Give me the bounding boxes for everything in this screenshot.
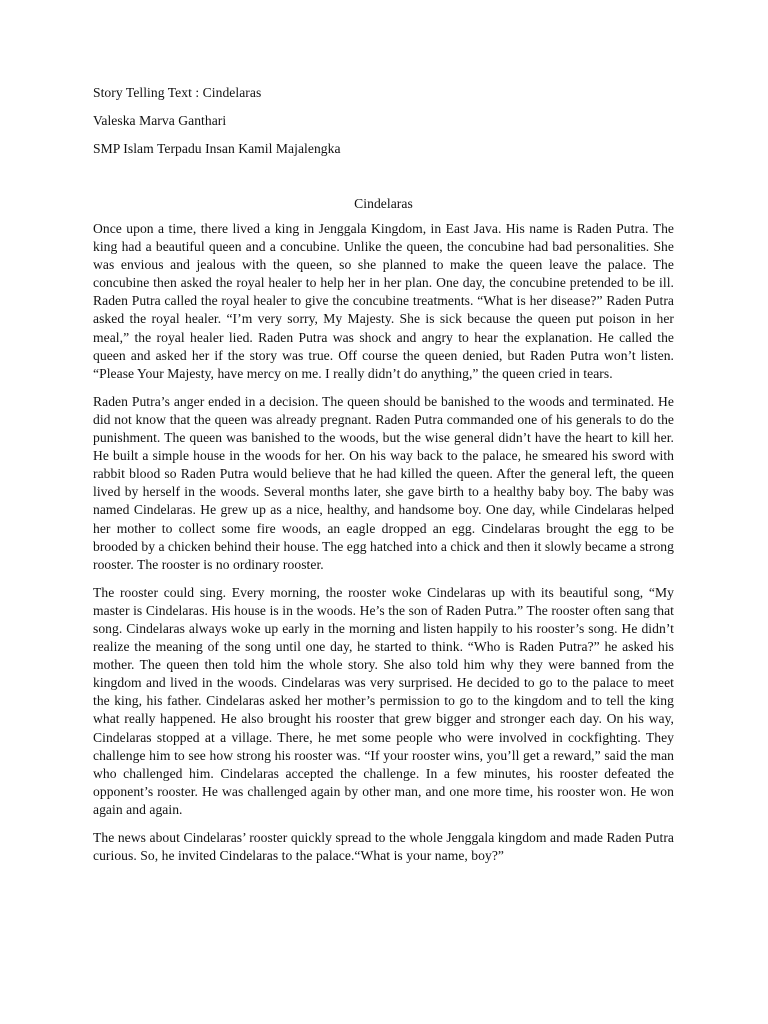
document-page bbox=[93, 84, 674, 875]
school-name: SMP Islam Terpadu Insan Kamil Majalengka bbox=[93, 141, 341, 156]
story-paragraph-4: The news about Cindelaras’ rooster quickly spread to the whole Jenggala kingdom and made Raden Putra curious. So, he invited Cindelaras to the palace.“What is your name, boy?” bbox=[93, 830, 674, 864]
story-paragraph-3: The rooster could sing. Every morning, the rooster woke Cindelaras up with its beautiful song, “My master is Cindelaras. His house is in the woods. He’s the son of Raden Putra.” The rooster often sang that song. Cindelaras always woke up early in the morning and listen happily to his rooster’s song. He didn’t realize the meaning of the song until one day, he started to think. “Who is Raden Putra?” he asked his mother. The queen then told him the whole story. She also told him why they were banned from the kingdom and lived in the woods. Cindelaras was very surprised. He decided to go to the palace to meet the king, his father. Cindelaras asked her mother’s permission to go to the kingdom and to tell the king what really happened. He also brought his rooster that grew bigger and stronger each day. On his way, Cindelaras stopped at a village. There, he met some people who were involved in cockfighting. They challenge him to see how strong his rooster was. “If your rooster wins, you’ll get a reward,” said the man who challenged him. Cindelaras accepted the challenge. In a few minutes, his rooster defeated the opponent’s rooster. He was challenged again by other man, and one more time, his rooster won. He won again and again. bbox=[93, 584, 674, 817]
story-title: Cindelaras bbox=[354, 196, 413, 211]
author-name: Valeska Marva Ganthari bbox=[93, 113, 227, 128]
story-paragraph-2: Raden Putra’s anger ended in a decision. The queen should be banished to the woods and terminated. He did not know that the queen was already pregnant. Raden Putra commanded one of his generals to do the punishment. The queen was banished to the woods, but the wise general didn’t have the heart to kill her. He built a simple house in the woods for her. On his way back to the palace, he smeared his sword with rabbit blood so Raden Putra would believe that he had killed the queen. After the general left, the queen lived by herself in the woods. Several months later, she gave birth to a healthy baby boy. The baby was named Cindelaras. He grew up as a nice, healthy, and handsome boy. One day, while Cindelaras helped her mother to collect some fire woods, an eagle dropped an egg. Cindelaras brought the egg to be brooded by a chicken behind their house. The egg hatched into a chick and then it slowly became a strong rooster. The rooster is no ordinary rooster. bbox=[93, 393, 674, 572]
document-heading-line: Story Telling Text : Cindelaras bbox=[93, 85, 262, 100]
story-paragraph-1: Once upon a time, there lived a king in Jenggala Kingdom, in East Java. His name is Raden Putra. The king had a beautiful queen and a concubine. Unlike the queen, the concubine had bad personalities. She was envious and jealous with the queen, so she planned to make the queen leave the palace. The concubine then asked the royal healer to help her in her plan. One day, the concubine pretended to be ill. Raden Putra called the royal healer to give the concubine treatments. “What is her disease?” Raden Putra asked the royal healer. “I’m very sorry, My Majesty. She is sick because the queen put poison in her meal,” the royal healer lied. Raden Putra was shock and angry to hear the explanation. He called the queen and asked her if the story was true. Off course the queen denied, but Raden Putra won’t listen. “Please Your Majesty, have mercy on me. I really didn’t do anything,” the queen cried in tears. bbox=[93, 221, 674, 381]
